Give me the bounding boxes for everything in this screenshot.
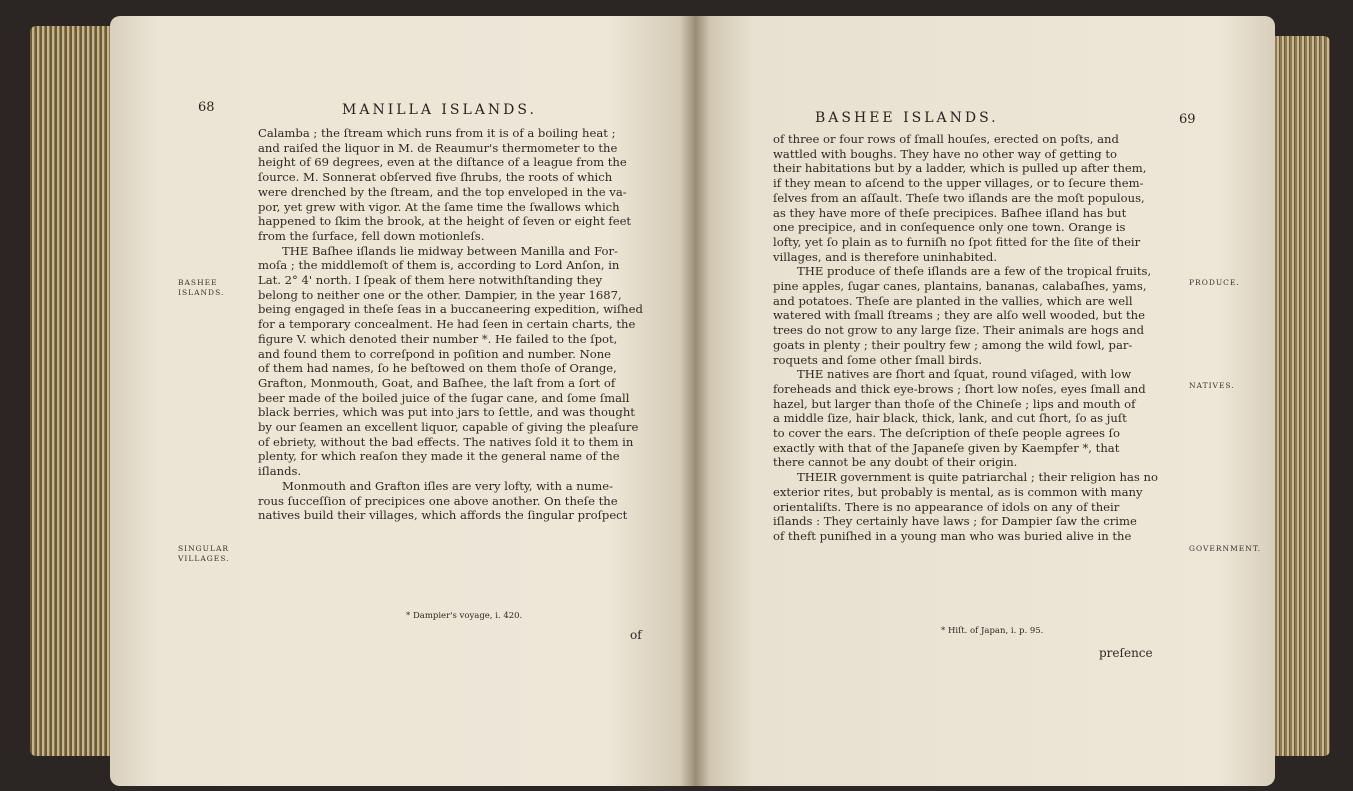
text-line: a middle ſize, hair black, thick, lank, and cut ſhort, ſo as juſt bbox=[773, 411, 1127, 426]
text-line: Calamba ; the ſtream which runs from it is of a boiling heat ; bbox=[258, 126, 616, 140]
text-line: THEIR government is quite patriarchal ; their religion has no bbox=[797, 470, 1158, 485]
text-line: of them had names, ſo he beſtowed on them thoſe of Orange, bbox=[258, 361, 617, 376]
text-line: THE natives are ſhort and ſquat, round viſaged, with low bbox=[797, 367, 1132, 382]
text-line: belong to neither one or the other. Dampier, in the year 1687, bbox=[258, 287, 622, 302]
text-line: beer made of the boiled juice of the ſugar cane, and ſome ſmall bbox=[258, 390, 630, 405]
text-line: of three or four rows of ſmall houſes, erected on poſts, and bbox=[773, 132, 1119, 146]
margin-note-natives: NATIVES. bbox=[1189, 381, 1235, 390]
text-line: Monmouth and Grafton iſles are very lofty, with a nume- bbox=[282, 478, 614, 493]
text-line: and raiſed the liquor in M. de Reaumur's thermometer to the bbox=[258, 140, 618, 155]
left-page bbox=[110, 16, 695, 786]
right-body-text bbox=[773, 132, 1173, 544]
left-running-header: MANILLA ISLANDS. bbox=[342, 102, 537, 118]
text-line: exterior rites, but probably is mental, as is common with many bbox=[773, 484, 1143, 499]
right-page bbox=[695, 16, 1275, 786]
right-catchword: preſence bbox=[1099, 646, 1153, 660]
text-line: from the ſurface, fell down motionleſs. bbox=[258, 228, 485, 243]
text-line: goats in plenty ; their poultry few ; among the wild fowl, par- bbox=[773, 337, 1133, 352]
left-body-text bbox=[258, 126, 658, 523]
text-line: villages, and is therefore uninhabited. bbox=[773, 249, 998, 264]
text-line: trees do not grow to any large ſize. Their animals are hogs and bbox=[773, 323, 1145, 338]
text-line: hazel, but larger than thoſe of the Chineſe ; lips and mouth of bbox=[773, 396, 1136, 411]
text-line: THE Baſhee iſlands lie midway between Manilla and For- bbox=[282, 243, 618, 258]
text-line: and found them to correſpond in poſition and number. None bbox=[258, 346, 612, 361]
page-edges-right bbox=[1270, 36, 1330, 756]
text-line: happened to ſkim the brook, at the height of ſeven or eight feet bbox=[258, 214, 632, 229]
open-book bbox=[30, 16, 1330, 786]
text-line: for a temporary concealment. He had ſeen in certain charts, the bbox=[258, 317, 636, 332]
left-footnote: * Dampier's voyage, i. 420. bbox=[406, 611, 523, 621]
text-line: watered with ſmall ſtreams ; they are alſo well wooded, but the bbox=[773, 308, 1145, 323]
text-line: por, yet grew with vigor. At the ſame time the ſwallows which bbox=[258, 199, 620, 214]
text-line: of ebriety, without the bad effects. The natives ſold it to them in bbox=[258, 434, 634, 449]
text-line: Lat. 2° 4' north. I ſpeak of them here notwithſtanding they bbox=[258, 273, 603, 288]
text-line: there cannot be any doubt of their origin. bbox=[773, 455, 1018, 470]
text-line: Grafton, Monmouth, Goat, and Baſhee, the laſt from a ſort of bbox=[258, 375, 616, 390]
book-gutter bbox=[680, 16, 710, 786]
text-line: roquets and ſome other ſmall birds. bbox=[773, 352, 983, 367]
left-page-number: 68 bbox=[198, 100, 215, 115]
text-line: height of 69 degrees, even at the diſtance of a league from the bbox=[258, 155, 627, 170]
text-line: by our ſeamen an excellent liquor, capable of giving the pleaſure bbox=[258, 420, 639, 435]
text-line: foreheads and thick eye-brows ; ſhort low noſes, eyes ſmall and bbox=[773, 381, 1146, 396]
text-line: to cover the ears. The deſcription of theſe people agrees ſo bbox=[773, 426, 1120, 441]
text-line: rous ſucceſſion of precipices one above another. On theſe the bbox=[258, 493, 618, 508]
page-edges-left bbox=[30, 26, 122, 756]
text-line: being engaged in theſe ſeas in a buccaneering expedition, wiſhed bbox=[258, 302, 643, 317]
margin-note-bashee-islands: BASHEE ISLANDS. bbox=[178, 278, 225, 297]
text-line: of theft puniſhed in a young man who was buried alive in the bbox=[773, 528, 1132, 543]
text-line: iſlands : They certainly have laws ; for Dampier ſaw the crime bbox=[773, 514, 1137, 529]
margin-note-produce: PRODUCE. bbox=[1189, 278, 1240, 287]
text-line: as they have more of theſe precipices. Baſhee iſland has but bbox=[773, 205, 1127, 220]
text-line: THE produce of theſe iſlands are a few of the tropical fruits, bbox=[797, 264, 1152, 279]
right-page-number: 69 bbox=[1179, 112, 1196, 127]
text-line: pine apples, ſugar canes, plantains, bananas, calabaſhes, yams, bbox=[773, 279, 1147, 294]
text-line: ſelves from an aſſault. Theſe two iſlands are the moſt populous, bbox=[773, 190, 1145, 205]
text-line: one precipice, and in conſequence only one town. Orange is bbox=[773, 220, 1126, 235]
text-line: if they mean to aſcend to the upper villages, or to ſecure them- bbox=[773, 176, 1144, 191]
text-line: moſa ; the middlemoſt of them is, according to Lord Anſon, in bbox=[258, 258, 620, 273]
right-footnote: * Hiſt. of Japan, i. p. 95. bbox=[941, 626, 1044, 636]
left-catchword: of bbox=[630, 628, 642, 642]
margin-note-singular-villages: SINGULAR VILLAGES. bbox=[178, 544, 230, 563]
text-line: and potatoes. Theſe are planted in the vallies, which are well bbox=[773, 293, 1133, 308]
text-line: orientaliſts. There is no appearance of idols on any of their bbox=[773, 499, 1120, 514]
text-line: their habitations but by a ladder, which is pulled up after them, bbox=[773, 161, 1147, 176]
right-running-header: BASHEE ISLANDS. bbox=[815, 110, 999, 126]
text-line: black berries, which was put into jars to ſettle, and was thought bbox=[258, 405, 635, 420]
text-line: exactly with that of the Japaneſe given by Kaempfer *, that bbox=[773, 440, 1120, 455]
margin-note-government: GOVERNMENT. bbox=[1189, 544, 1262, 553]
text-line: wattled with boughs. They have no other way of getting to bbox=[773, 146, 1117, 161]
text-line: iſlands. bbox=[258, 464, 302, 479]
text-line: lofty, yet ſo plain as to furniſh no ſpot fitted for the ſite of their bbox=[773, 234, 1141, 249]
text-line: ſource. M. Sonnerat obſerved five ſhrubs, the roots of which bbox=[258, 170, 613, 185]
text-line: natives build their villages, which affords the ſingular proſpect bbox=[258, 508, 628, 523]
text-line: figure V. which denoted their number *. He failed to the ſpot, bbox=[258, 331, 618, 346]
text-line: plenty, for which reaſon they made it the general name of the bbox=[258, 449, 620, 464]
text-line: were drenched by the ſtream, and the top enveloped in the va- bbox=[258, 184, 627, 199]
